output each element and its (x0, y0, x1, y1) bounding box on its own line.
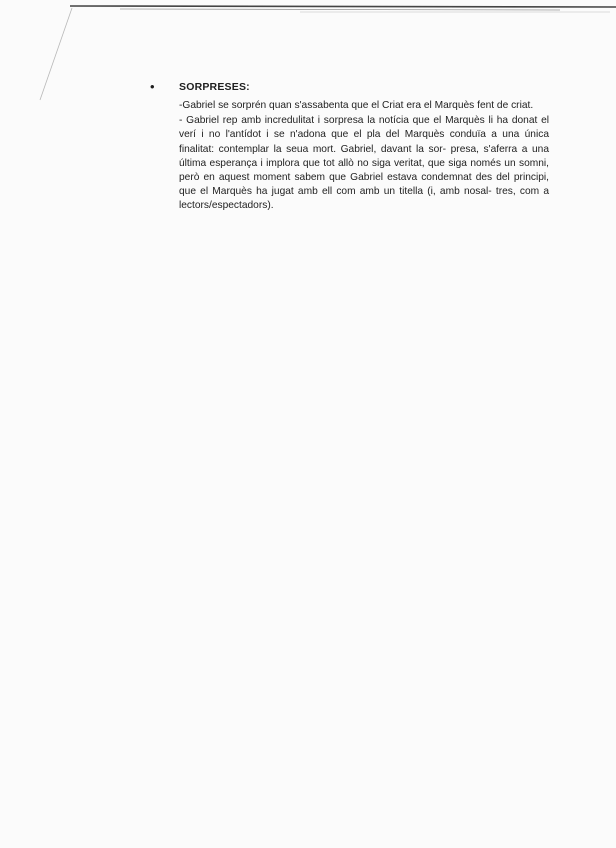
paragraph-2: - Gabriel rep amb incredulitat i sorpresa la notícia que el Marquès li ha donat el verí i no l'antídot i se n'adona que el pla del Marquès conduïa a una única finalitat: contemplar la seua mort. Gabriel, davant la sor- presa, s'aferra a una última esperança i implora que tot allò no siga veritat, que siga només un somni, però en aquest moment sabem que Gabriel estava condemnat des del principi, que el Marquès ha jugat amb ell com amb un titella (i, amb nosal- tres, com a lectors/espectadors). (179, 115, 549, 212)
scan-margin-line (0, 0, 80, 140)
bullet-heading-row (150, 80, 550, 96)
bullet-icon: • (150, 79, 155, 94)
sorpreses-section (150, 80, 550, 214)
paragraph-1: -Gabriel se sorprén quan s'assabenta que el Criat era el Marquès fent de criat. (179, 100, 534, 111)
section-heading: SORPRESES: (179, 81, 250, 93)
scan-edge-artifact (0, 0, 616, 20)
